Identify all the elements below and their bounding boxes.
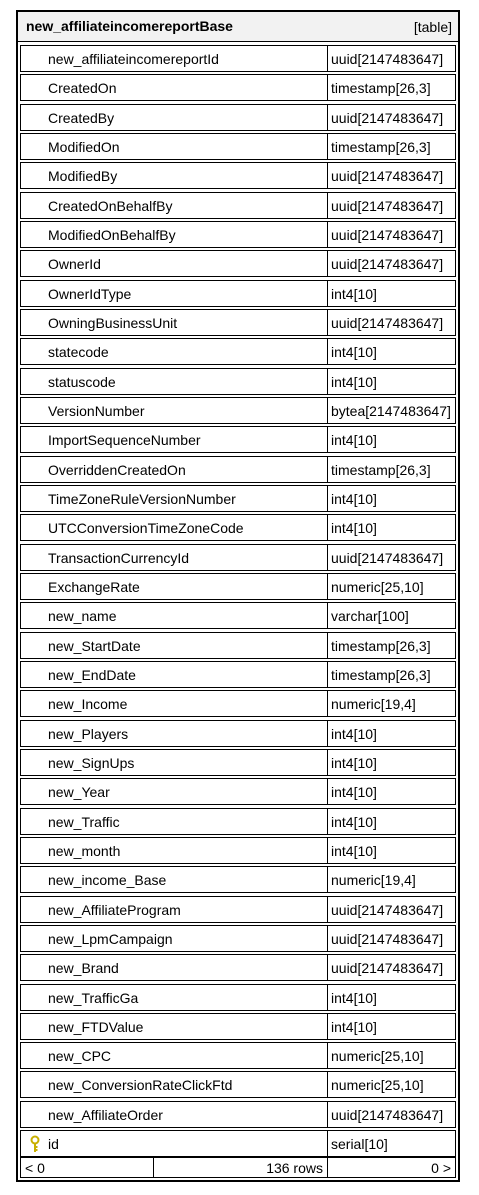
column-name: new_Income [48,696,128,713]
column-row[interactable] [18,836,458,865]
column-type-cell [328,808,456,835]
column-name-cell [20,720,328,747]
column-name: new_EndDate [48,666,136,683]
column-name: new_FTDValue [48,1018,144,1035]
column-name-cell [20,661,328,688]
footer-prev-label: < 0 [25,1160,45,1176]
column-type-cell [328,456,456,483]
column-name-cell [20,397,328,424]
column-name: TimeZoneRuleVersionNumber [48,490,236,507]
column-name: new_Players [48,725,129,742]
column-row[interactable] [18,396,458,425]
column-row[interactable] [18,660,458,689]
column-type-cell [328,1130,456,1157]
column-name: statuscode [48,373,116,390]
column-type: bytea[2147483647] [331,402,451,419]
column-type: numeric[25,10] [331,578,424,595]
column-name-cell [20,544,328,571]
column-row[interactable] [18,279,458,308]
column-row[interactable] [18,44,458,73]
column-type: numeric[25,10] [331,1048,424,1065]
column-row[interactable] [18,1041,458,1070]
column-row[interactable] [18,631,458,660]
column-name: ModifiedOn [48,138,120,155]
column-row[interactable] [18,367,458,396]
column-type: uuid[2147483647] [331,197,444,214]
column-name-cell [20,690,328,717]
column-type-cell [328,690,456,717]
column-row[interactable] [18,543,458,572]
column-name: new_affiliateincomereportId [48,51,219,67]
column-type: timestamp[26,3] [331,138,431,155]
footer-next-label: 0 > [431,1160,451,1176]
column-row[interactable] [18,308,458,337]
column-type-cell [328,250,456,277]
column-type-cell [328,338,456,365]
column-type-cell [328,426,456,453]
table-footer [18,1156,458,1180]
column-row[interactable] [18,1012,458,1041]
column-type-cell [328,45,456,72]
column-type: uuid[2147483647] [331,960,444,977]
column-type: int4[10] [331,285,377,302]
primary-key-icon [29,1135,41,1155]
column-row[interactable] [18,1070,458,1099]
column-name-cell [20,309,328,336]
column-type-cell [328,485,456,512]
column-type: uuid[2147483647] [331,51,444,67]
column-name-cell [20,162,328,189]
column-type-cell [328,544,456,571]
column-name: new_SignUps [48,754,135,771]
column-row[interactable] [18,601,458,630]
column-name: new_income_Base [48,872,167,889]
column-row[interactable] [18,983,458,1012]
column-row[interactable] [18,807,458,836]
column-row[interactable] [18,719,458,748]
column-name: ModifiedOnBehalfBy [48,226,176,243]
column-type: int4[10] [331,989,377,1006]
column-type-cell [328,954,456,981]
column-type-cell [328,749,456,776]
column-name: ExchangeRate [48,578,140,595]
column-name: CreatedOnBehalfBy [48,197,173,214]
column-name-cell [20,866,328,893]
footer-row-count [153,1157,328,1178]
column-type-cell [328,192,456,219]
column-type: uuid[2147483647] [331,168,444,185]
column-row[interactable] [18,689,458,718]
column-name: OwningBusinessUnit [48,314,178,331]
column-name-cell [20,984,328,1011]
column-type: timestamp[26,3] [331,637,431,654]
column-type-cell [328,133,456,160]
column-type-cell [328,778,456,805]
column-type-cell [328,1101,456,1128]
column-name: new_StartDate [48,637,141,654]
column-row[interactable] [18,103,458,132]
column-row[interactable] [18,513,458,542]
column-name: VersionNumber [48,402,145,419]
column-name-cell [20,104,328,131]
column-type: serial[10] [331,1136,388,1153]
column-name-cell [20,573,328,600]
column-type: int4[10] [331,373,377,390]
column-row[interactable] [18,73,458,102]
column-name-cell [20,485,328,512]
column-name-cell [20,749,328,776]
column-type-cell [328,896,456,923]
column-name-cell [20,602,328,629]
column-type-cell [328,1013,456,1040]
column-name-cell [20,192,328,219]
column-name: CreatedBy [48,109,115,126]
column-row[interactable] [18,953,458,982]
column-name: UTCConversionTimeZoneCode [48,520,244,537]
column-name: statecode [48,344,109,361]
column-type: uuid[2147483647] [331,226,444,243]
column-name: new_TrafficGa [48,989,139,1006]
column-name-cell [20,925,328,952]
column-name-cell [20,74,328,101]
column-type: uuid[2147483647] [331,109,444,126]
column-name-cell [20,221,328,248]
column-name: CreatedOn [48,80,117,97]
column-name-cell [20,778,328,805]
column-type-cell [328,368,456,395]
table-header [18,12,458,42]
column-name-cell [20,45,328,72]
column-type-cell [328,514,456,541]
column-type-cell [328,162,456,189]
column-type-cell [328,837,456,864]
column-name-cell [20,837,328,864]
column-name: new_LpmCampaign [48,930,173,947]
column-type-cell [328,397,456,424]
column-name-cell [20,632,328,659]
column-row[interactable] [18,777,458,806]
column-type: int4[10] [331,520,377,537]
column-type: int4[10] [331,754,377,771]
column-type: int4[10] [331,813,377,830]
column-name-cell [20,896,328,923]
column-type: int4[10] [331,784,377,801]
column-type-cell [328,1042,456,1069]
column-type: uuid[2147483647] [331,901,444,918]
column-type: uuid[2147483647] [331,314,444,331]
column-type-cell [328,984,456,1011]
column-name-cell [20,426,328,453]
column-type-cell [328,866,456,893]
column-row[interactable] [18,337,458,366]
column-name-cell [20,1042,328,1069]
column-type: int4[10] [331,490,377,507]
column-type: int4[10] [331,432,377,449]
table-name: new_affiliateincomereportBase [26,18,233,34]
column-name: new_ConversionRateClickFtd [48,1077,233,1094]
column-type-cell [328,661,456,688]
column-name-cell [20,1130,328,1157]
column-type-cell [328,74,456,101]
column-name: new_AffiliateOrder [48,1106,163,1123]
column-type-cell [328,1071,456,1098]
column-name-cell [20,133,328,160]
column-type: int4[10] [331,1018,377,1035]
column-name: new_CPC [48,1048,112,1065]
column-type: numeric[25,10] [331,1077,424,1094]
column-type: timestamp[26,3] [331,80,431,97]
column-type-cell [328,280,456,307]
column-type: int4[10] [331,842,377,859]
column-name: OwnerIdType [48,285,132,302]
column-row[interactable] [18,191,458,220]
column-type: numeric[19,4] [331,872,416,889]
column-name: id [48,1136,59,1153]
column-type-cell [328,925,456,952]
footer-next[interactable] [327,1157,456,1178]
table-entity [16,10,460,1182]
footer-row-count-label: 136 rows [266,1160,323,1176]
column-row[interactable] [18,220,458,249]
column-type-cell [328,573,456,600]
column-type: uuid[2147483647] [331,549,444,566]
column-name: new_month [48,842,121,859]
column-type-cell [328,632,456,659]
column-row[interactable] [18,924,458,953]
column-name-cell [20,1101,328,1128]
column-name-cell [20,514,328,541]
column-name: TransactionCurrencyId [48,549,190,566]
column-row[interactable] [18,1129,458,1158]
column-type: int4[10] [331,725,377,742]
column-name-cell [20,338,328,365]
column-row[interactable] [18,161,458,190]
column-type: timestamp[26,3] [331,666,431,683]
footer-prev[interactable] [20,1157,154,1178]
column-type: uuid[2147483647] [331,930,444,947]
column-name-cell [20,954,328,981]
column-row[interactable] [18,455,458,484]
column-name-cell [20,1013,328,1040]
column-type: numeric[19,4] [331,696,416,713]
column-row[interactable] [18,132,458,161]
column-name: new_name [48,608,117,625]
column-type: timestamp[26,3] [331,461,431,478]
column-name-cell [20,456,328,483]
column-name-cell [20,1071,328,1098]
column-name: new_Traffic [48,813,120,830]
column-row[interactable] [18,1100,458,1129]
column-name: new_AffiliateProgram [48,901,181,918]
column-list [18,44,458,1158]
column-type: uuid[2147483647] [331,256,444,273]
column-row[interactable] [18,425,458,454]
column-type: uuid[2147483647] [331,1106,444,1123]
column-type: int4[10] [331,344,377,361]
column-name: new_Brand [48,960,119,977]
column-type-cell [328,602,456,629]
column-row[interactable] [18,865,458,894]
column-name-cell [20,808,328,835]
column-type-cell [328,104,456,131]
column-row[interactable] [18,249,458,278]
column-row[interactable] [18,484,458,513]
column-name: OwnerId [48,256,101,273]
column-name-cell [20,250,328,277]
column-name: new_Year [48,784,110,801]
column-row[interactable] [18,748,458,777]
column-name-cell [20,368,328,395]
column-name-cell [20,280,328,307]
column-row[interactable] [18,895,458,924]
column-type-cell [328,720,456,747]
column-type-cell [328,221,456,248]
column-name: OverriddenCreatedOn [48,461,186,478]
column-type: varchar[100] [331,608,409,625]
column-name: ModifiedBy [48,168,118,185]
column-name: ImportSequenceNumber [48,432,201,449]
column-type-cell [328,309,456,336]
table-kind-label: [table] [413,19,452,35]
column-row[interactable] [18,572,458,601]
